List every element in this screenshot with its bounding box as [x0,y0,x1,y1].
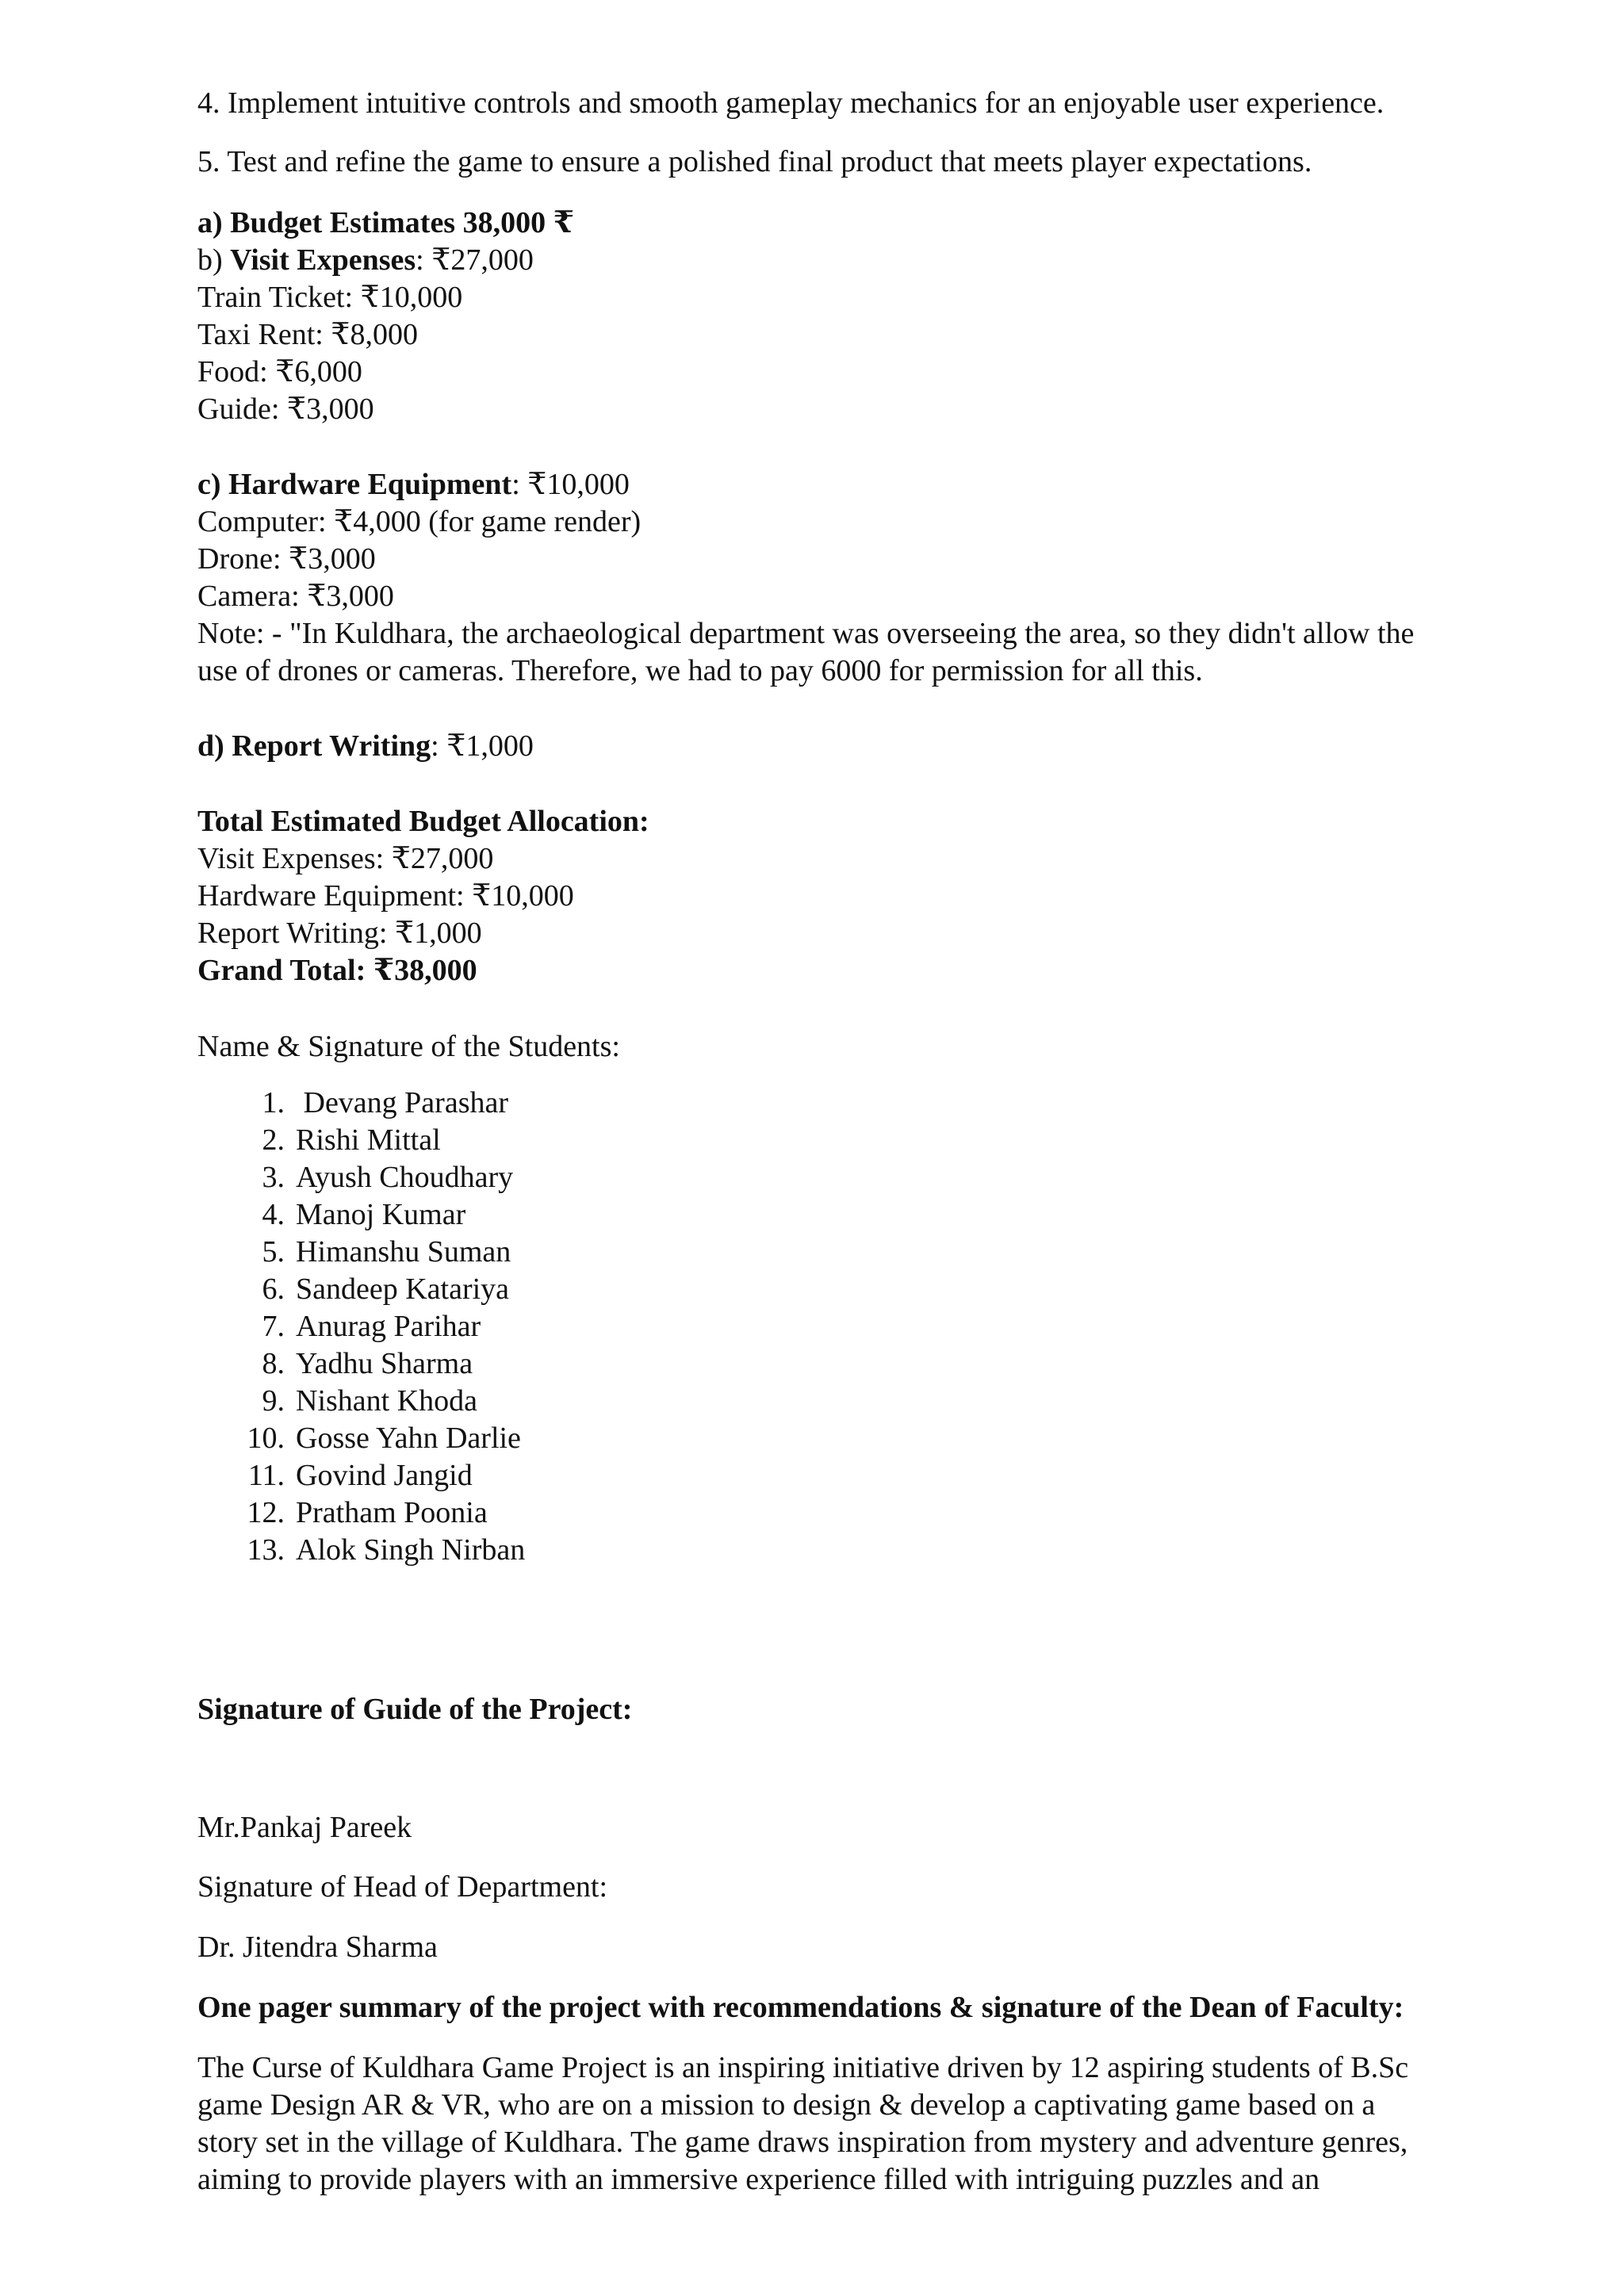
list-item: 1. Devang Parashar [262,1086,509,1119]
total-item: Hardware Equipment: ₹10,000 [197,879,574,913]
hardware-section [197,466,1434,690]
list-item: 7. Anurag Parihar [262,1310,481,1343]
total-item: Report Writing: ₹1,000 [197,916,482,950]
list-item: 8. Yadhu Sharma [262,1347,473,1380]
hardware-heading: c) Hardware Equipment: ₹10,000 [197,468,630,501]
students-list [197,1085,525,1569]
permission-note: Note: - "In Kuldhara, the archaeological department was overseeing the area, so they didn't allow the use of drones or cameras. Therefore, we had to pay 6000 for permission for all this. [197,617,1415,687]
objective-5: 5. Test and refine the game to ensure a polished final product that meets player expectations. [197,145,1312,178]
visit-expenses-line: b) Visit Expenses: ₹27,000 [197,243,534,277]
hardware-item: Camera: ₹3,000 [197,580,394,613]
students-heading: Name & Signature of the Students: [197,1030,620,1063]
summary-heading: One pager summary of the project with recommendations & signature of the Dean of Faculty: [197,1991,1404,2024]
summary-text: The Curse of Kuldhara Game Project is an inspiring initiative driven by 12 aspiring students of B.Sc game Design AR & VR, who are on a mission to design & develop a captivating game based on a story set in the village of Kuldhara. The game draws inspiration from mystery and adventure genres, aiming to provide players with an immersive experience filled with intriguing puzzles and an [197,2051,1409,2196]
hardware-item: Computer: ₹4,000 (for game render) [197,505,642,538]
hardware-item: Drone: ₹3,000 [197,542,376,576]
list-item: 4. Manoj Kumar [262,1198,466,1231]
report-writing-line: d) Report Writing: ₹1,000 [197,729,534,763]
list-item: 6. Sandeep Katariya [262,1272,510,1306]
guide-signature-heading: Signature of Guide of the Project: [197,1693,633,1726]
list-item: 11. Govind Jangid [247,1459,473,1492]
visit-item: Taxi Rent: ₹8,000 [197,318,418,351]
budget-section [197,205,1434,428]
list-item: 10. Gosse Yahn Darlie [247,1422,521,1455]
list-item: 3. Ayush Choudhary [262,1161,514,1194]
hod-signature-heading: Signature of Head of Department: [197,1870,608,1904]
total-heading: Total Estimated Budget Allocation: [197,805,649,838]
list-item: 2. Rishi Mittal [262,1123,441,1157]
visit-item: Guide: ₹3,000 [197,392,374,426]
hod-name: Dr. Jitendra Sharma [197,1931,438,1964]
list-item: 12. Pratham Poonia [247,1496,488,1529]
budget-estimate-heading: a) Budget Estimates 38,000 ₹ [197,206,575,239]
visit-item: Food: ₹6,000 [197,355,362,388]
list-item: 9. Nishant Khoda [262,1384,478,1418]
total-item: Visit Expenses: ₹27,000 [197,842,494,875]
visit-item: Train Ticket: ₹10,000 [197,281,463,314]
objective-4: 4. Implement intuitive controls and smooth gameplay mechanics for an enjoyable user experience. [197,86,1385,120]
guide-name: Mr.Pankaj Pareek [197,1811,412,1844]
list-item: 5. Himanshu Suman [262,1235,511,1269]
grand-total: Grand Total: ₹38,000 [197,954,477,987]
total-budget-section [197,803,1434,989]
list-item: 13. Alok Singh Nirban [247,1533,526,1567]
